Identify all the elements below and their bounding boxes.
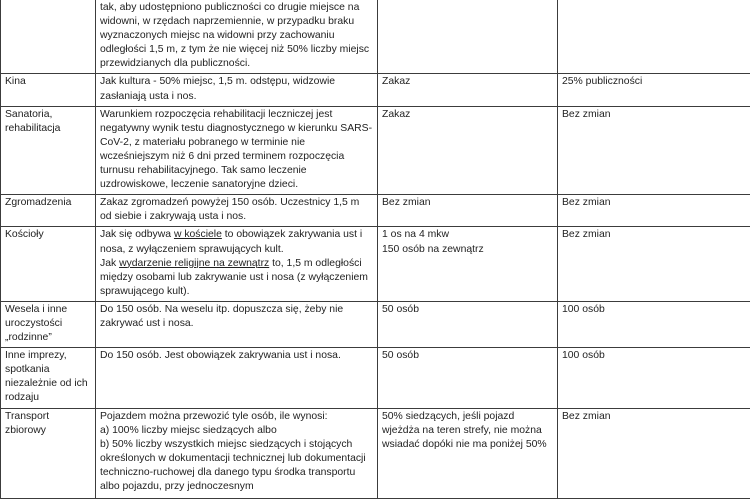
row-yellow-zone-cell xyxy=(378,227,558,301)
row-green-zone-cell: 100 osób xyxy=(558,348,750,408)
row-rules-cell xyxy=(96,408,378,498)
row-name-cell: Transport zbiorowy xyxy=(1,408,96,498)
row-name-cell: Wesela i inne uroczystości „rodzinne” xyxy=(1,301,96,347)
row-green-zone-cell: 25% publiczności xyxy=(558,74,750,106)
row-name-cell: Inne imprezy, spotkania niezależnie od ich rodzaju xyxy=(1,348,96,408)
rule-text: to obowiązek zakrywania ust i nosa, z wyłączeniem sprawujących kult. xyxy=(100,229,362,254)
table-row xyxy=(1,227,750,301)
church-outdoor-rule xyxy=(100,257,373,299)
row-yellow-zone-cell: Zakaz xyxy=(378,106,558,195)
row-green-zone-cell: 100 osób xyxy=(558,301,750,347)
rule-text: Jak się odbywa xyxy=(100,229,174,240)
row-green-zone-cell: Bez zmian xyxy=(558,106,750,195)
row-green-zone-cell: Bez zmian xyxy=(558,195,750,227)
rule-text: to, 1,5 m odległości między osobami lub zakrywanie ust i nosa (z wyłączeniem sprawującego kult). xyxy=(100,258,368,297)
row-name-cell: Sanatoria, rehabilitacja xyxy=(1,106,96,195)
table-row xyxy=(1,348,750,408)
underlined-phrase: wydarzenie religijne na zewnątrz xyxy=(119,258,269,269)
church-indoor-rule xyxy=(100,228,373,256)
rule-line: a) 100% liczby miejsc siedzących albo xyxy=(100,424,373,438)
row-green-zone-cell: Bez zmian xyxy=(558,408,750,498)
table-row xyxy=(1,106,750,195)
row-name-cell: Zgromadzenia xyxy=(1,195,96,227)
rule-line: b) 50% liczby wszystkich miejsc siedzących i stojących określonych w dokumentacji technicznej lub dokumentacji techniczno-ruchowej dla danego typu środka transportu albo pojazdu, przy jednoczesnym xyxy=(100,438,373,494)
row-rules-cell: Do 150 osób. Na weselu itp. dopuszcza się, żeby nie zakrywać ust i nosa. xyxy=(96,301,378,347)
row-yellow-zone-cell: Zakaz xyxy=(378,74,558,106)
row-yellow-zone-cell xyxy=(378,0,558,74)
row-name-cell xyxy=(1,0,96,74)
row-rules-cell: Zakaz zgromadzeń powyżej 150 osób. Uczestnicy 1,5 m od siebie i zakrywają usta i nos. xyxy=(96,195,378,227)
row-rules-cell: Do 150 osób. Jest obowiązek zakrywania ust i nosa. xyxy=(96,348,378,408)
table-row xyxy=(1,74,750,106)
row-name-cell: Kina xyxy=(1,74,96,106)
rule-text: Jak xyxy=(100,258,119,269)
row-yellow-zone-cell: 50% siedzących, jeśli pojazd wjeżdża na teren strefy, nie można wsiadać dopóki nie ma poniżej 50% xyxy=(378,408,558,498)
limit-line: 1 os na 4 mkw xyxy=(382,228,553,242)
row-rules-cell: tak, aby udostępniono publiczności co drugie miejsce na widowni, w rzędach naprzemiennie, w przypadku braku wyznaczonych miejsc na widowni przy zachowaniu odległości 1,5 m, z tym że nie więcej niż 50% liczby miejsc przewidzianych dla publiczności. xyxy=(96,0,378,74)
underlined-phrase: w kościele xyxy=(174,229,222,240)
limit-line: 150 osób na zewnątrz xyxy=(382,243,553,257)
table-row xyxy=(1,195,750,227)
row-yellow-zone-cell: 50 osób xyxy=(378,348,558,408)
table-row xyxy=(1,0,750,74)
table-row xyxy=(1,408,750,498)
row-rules-cell: Jak kultura - 50% miejsc, 1,5 m. odstępu, widzowie zasłaniają usta i nos. xyxy=(96,74,378,106)
row-yellow-zone-cell: Bez zmian xyxy=(378,195,558,227)
table-row xyxy=(1,301,750,347)
row-rules-cell xyxy=(96,227,378,301)
row-green-zone-cell: Bez zmian xyxy=(558,227,750,301)
row-rules-cell: Warunkiem rozpoczęcia rehabilitacji leczniczej jest negatywny wynik testu diagnostycznego w kierunku SARS-CoV-2, z materiału pobranego w terminie nie wcześniejszym niż 6 dni przed terminem rozpoczęcia turnusu rehabilitacyjnego. Tak samo leczenie uzdrowiskowe, leczenie sanatoryjne dzieci. xyxy=(96,106,378,195)
row-name-cell: Kościoły xyxy=(1,227,96,301)
row-yellow-zone-cell: 50 osób xyxy=(378,301,558,347)
row-green-zone-cell xyxy=(558,0,750,74)
rule-line: Pojazdem można przewozić tyle osób, ile wynosi: xyxy=(100,410,373,424)
